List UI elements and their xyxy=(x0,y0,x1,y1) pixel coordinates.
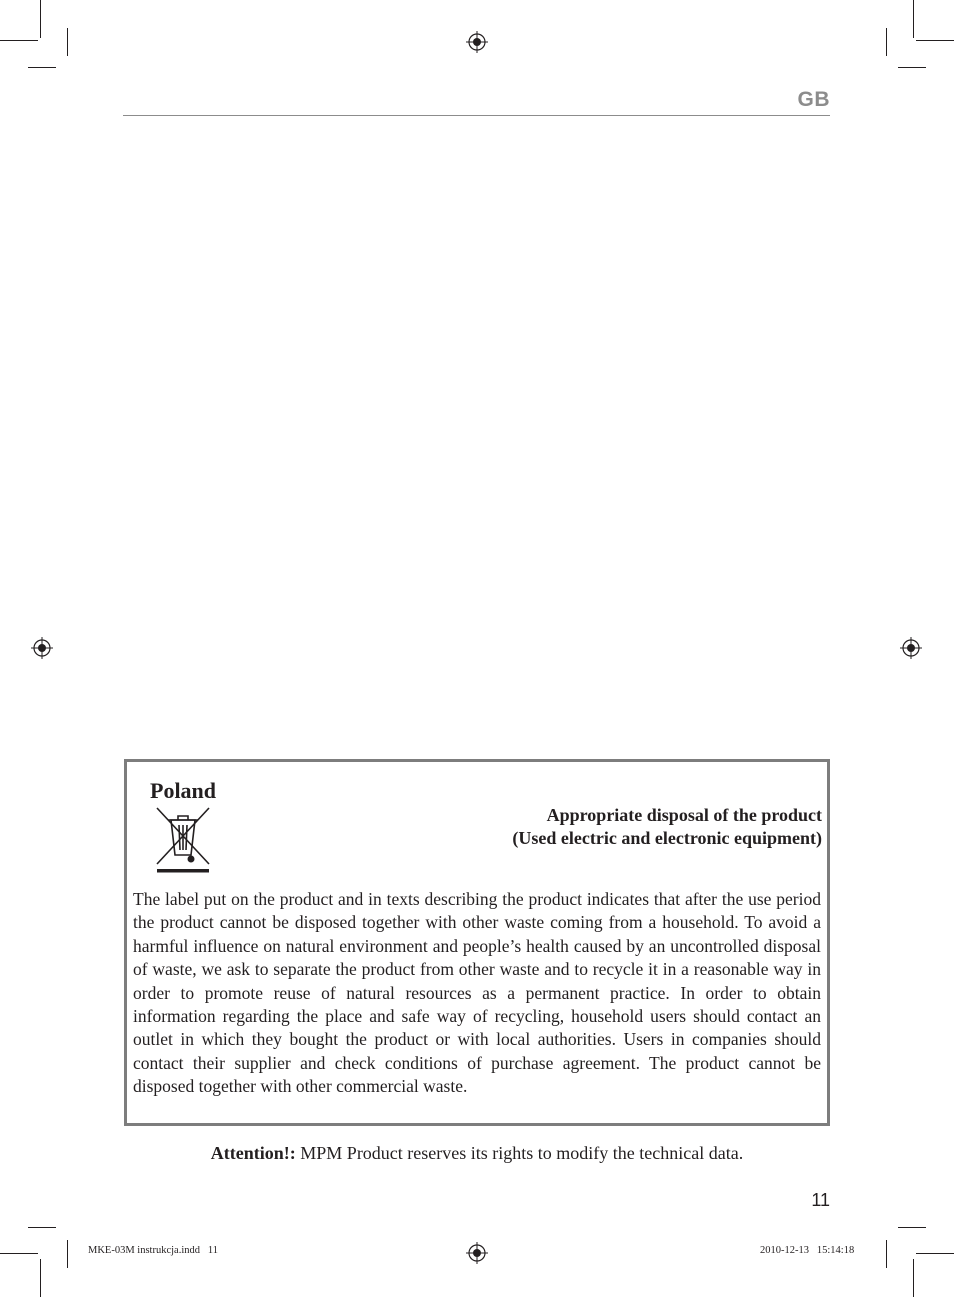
crop-mark xyxy=(40,1259,41,1297)
crop-mark xyxy=(916,1253,954,1254)
crop-mark xyxy=(28,67,56,68)
attention-text: MPM Product reserves its rights to modify the technical data. xyxy=(295,1143,744,1163)
registration-mark-icon xyxy=(900,637,922,659)
notice-body: The label put on the product and in texts describing the product indicates that after the use period the product cannot be disposed together with other waste coming from a household. To avoid a harmful influence on natural environment and people’s health caused by an uncontrolled disposal of waste, we ask to separate the product from other waste and to recycle it in a reasonable way in order to promote reuse of natural resources as a permanent practice. In order to obtain information regarding the place and safe way of recycling, household users should contact an outlet in which they bought the product or with local authorities. Users in companies should contact their supplier and check conditions of purchase agreement. The product cannot be disposed together with other commercial waste. xyxy=(133,889,821,1097)
attention-note xyxy=(0,1143,954,1164)
header-rule xyxy=(123,115,830,116)
crop-mark xyxy=(916,40,954,41)
crop-mark xyxy=(28,1227,56,1228)
notice-heading-line1: Appropriate disposal of the product xyxy=(546,805,822,825)
crop-mark xyxy=(898,67,926,68)
crop-mark xyxy=(0,40,38,41)
file-slug: MKE-03M instrukcja.indd 11 xyxy=(88,1245,218,1256)
crop-mark xyxy=(67,28,68,56)
crop-mark xyxy=(886,28,887,56)
crop-mark xyxy=(898,1227,926,1228)
registration-mark-icon xyxy=(466,31,488,53)
crossed-out-wheelie-bin-icon xyxy=(153,806,213,876)
registration-mark-icon xyxy=(31,637,53,659)
crop-mark xyxy=(0,1253,38,1254)
crop-mark xyxy=(40,0,41,38)
disposal-notice xyxy=(124,759,830,1126)
registration-mark-icon xyxy=(466,1242,488,1264)
crop-mark xyxy=(67,1240,68,1268)
page-number: 11 xyxy=(811,1190,830,1210)
attention-label: Attention!: xyxy=(210,1143,296,1163)
language-code: GB xyxy=(797,88,830,111)
print-timestamp: 2010-12-13 15:14:18 xyxy=(760,1245,855,1256)
notice-heading xyxy=(512,804,822,850)
notice-heading-line2: (Used electric and electronic equipment) xyxy=(512,828,822,848)
crop-mark xyxy=(913,1259,914,1297)
crop-mark xyxy=(886,1240,887,1268)
notice-country: Poland xyxy=(150,778,217,803)
crop-mark xyxy=(913,0,914,38)
